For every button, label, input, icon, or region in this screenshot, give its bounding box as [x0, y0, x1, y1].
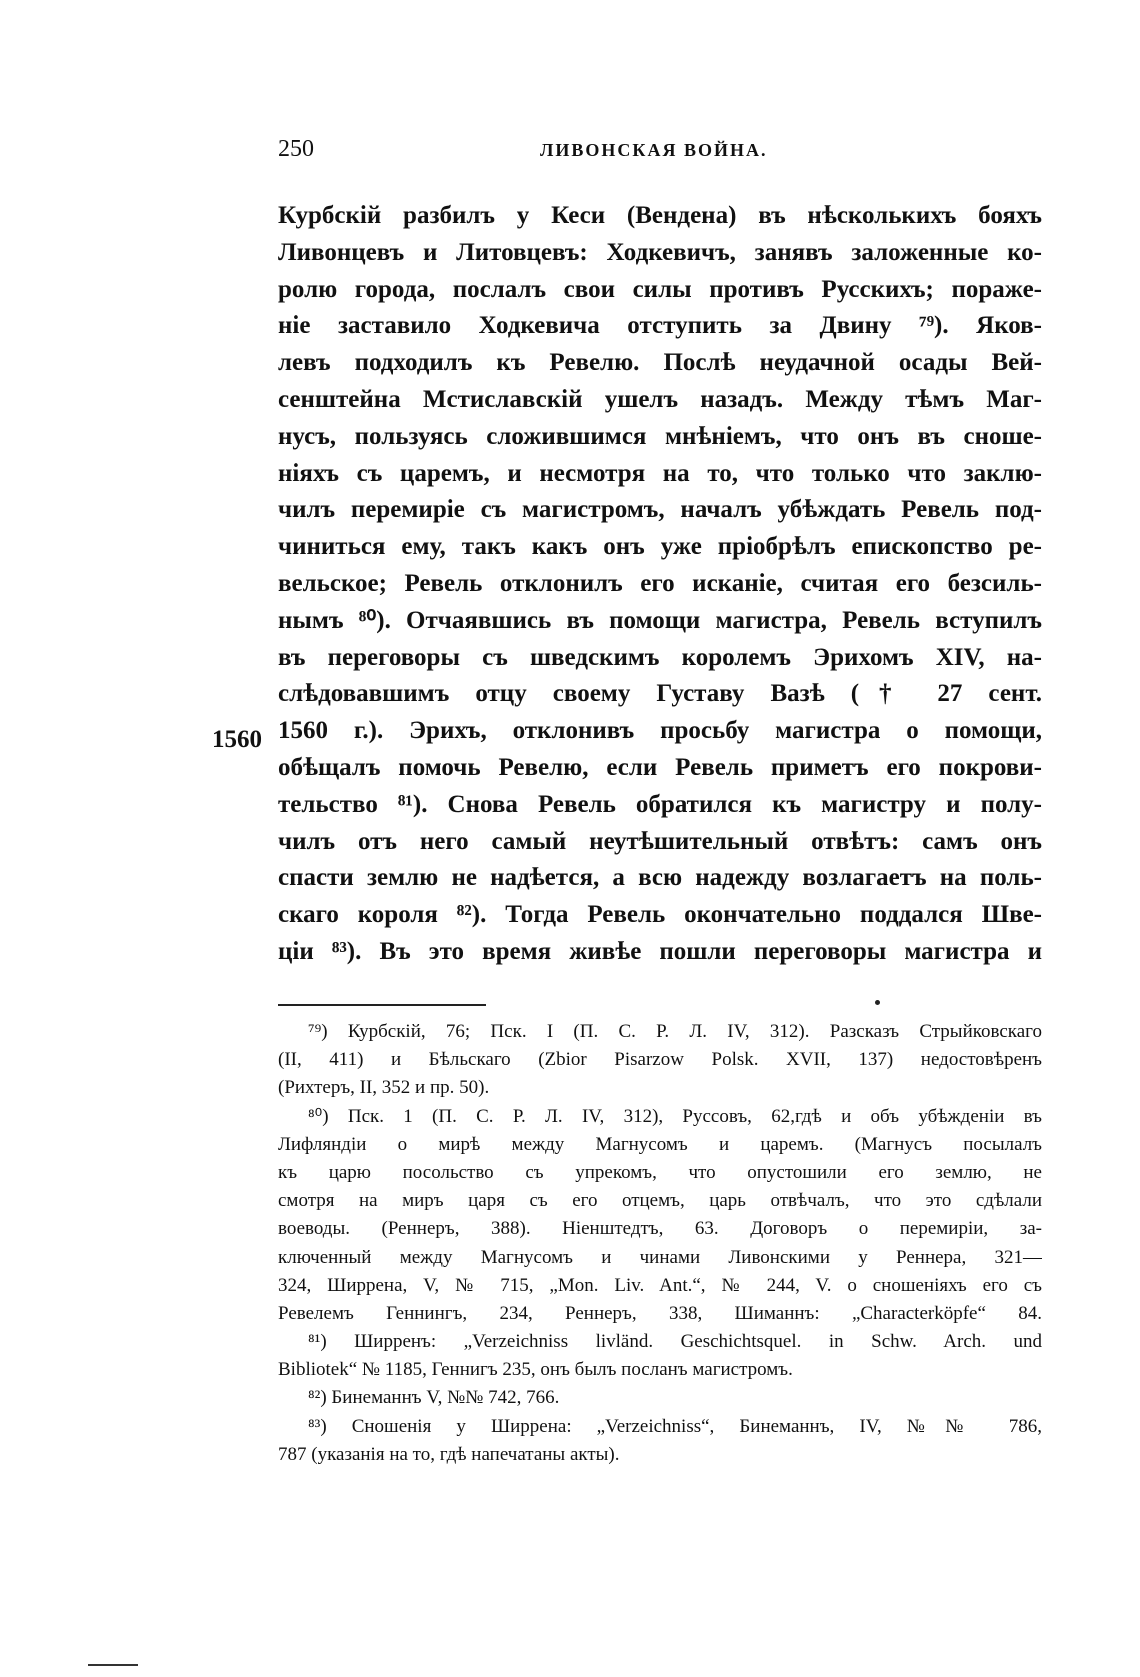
body-line: скаго короля ⁸²). Тогда Ревель окончательно поддался Шве- [278, 901, 1042, 929]
footnote-line: ⁸³) Сношенія у Ширрена: „Verzeichniss“, Бинеманнъ, IV, №№ 786, [308, 1415, 1042, 1437]
body-line: нымъ ⁸⁰). Отчаявшись въ помощи магистра, Ревель вступилъ [278, 606, 1042, 634]
body-line: ніе заставило Ходкевича отступить за Двину ⁷⁹). Яков- [278, 312, 1042, 340]
scan-edge-mark [88, 1664, 138, 1666]
body-line: слѣдовавшимъ отцу своему Густаву Вазѣ († 27 сент. [278, 680, 1042, 708]
print-speck [875, 1000, 880, 1005]
body-line: сенштейна Мстиславскій ушелъ назадъ. Между тѣмъ Маг- [278, 385, 1042, 413]
footnote-line: Bibliotek“ № 1185, Геннигъ 235, онъ былъ посланъ магистромъ. [278, 1359, 793, 1381]
body-line: чиниться ему, такъ какъ онъ уже пріобрѣлъ епископство ре- [278, 533, 1042, 561]
body-text [278, 198, 1042, 971]
body-line: ролю города, послалъ свои силы противъ Русскихъ; пораже- [278, 275, 1042, 303]
footnote-line: Ревелемъ Геннингъ, 234, Реннеръ, 338, Шиманнъ: „Characterköpfe“ 84. [278, 1302, 1042, 1324]
footnote-line: ⁸²) Бинеманнъ V, №№ 742, 766. [308, 1387, 560, 1409]
page-header [278, 136, 1042, 172]
body-line: чилъ отъ него самый неутѣшительный отвѣтъ: самъ онъ [278, 827, 1042, 855]
page-number: 250 [278, 136, 314, 162]
body-line: левъ подходилъ къ Ревелю. Послѣ неудачной осады Вей- [278, 349, 1042, 377]
footnote-line: смотря на миръ царя съ его отцемъ, царь отвѣчалъ, что это сдѣлали [278, 1190, 1042, 1212]
footnote-line: ключенный между Магнусомъ и чинами Ливонскими у Реннера, 321— [278, 1246, 1042, 1268]
footnote-line: 787 (указанія на то, гдѣ напечатаны акты). [278, 1443, 620, 1465]
body-line: спасти землю не надѣется, а всю надежду возлагаетъ на поль- [278, 864, 1042, 892]
margin-year-note: 1560 [212, 726, 262, 753]
footnote-line: ⁸⁰) Пск. 1 (П. С. Р. Л. IV, 312), Руссовъ, 62,гдѣ и объ убѣжденіи въ [308, 1105, 1042, 1127]
footnote-line: Лифляндіи о мирѣ между Магнусомъ и царемъ. (Магнусъ посылалъ [278, 1133, 1042, 1155]
footnote-line: ⁷⁹) Курбскій, 76; Пск. I (П. С. Р. Л. IV, 312). Разсказъ Стрыйковскаго [308, 1021, 1042, 1042]
footnote-line: ⁸¹) Ширренъ: „Verzeichniss livländ. Geschichtsquel. in Schw. Arch. und [308, 1331, 1042, 1353]
body-line: 1560 г.). Эрихъ, отклонивъ просьбу магистра о помощи, [278, 717, 1042, 745]
body-line: обѣщалъ помочь Ревелю, если Ревель приметъ его покрови- [278, 753, 1042, 781]
footnote-divider [278, 1004, 486, 1006]
body-line: въ переговоры съ шведскимъ королемъ Эрихомъ XIV, на- [278, 643, 1042, 671]
body-line: ніяхъ съ царемъ, и несмотря на то, что только что заклю- [278, 459, 1042, 487]
running-title: ЛИВОНСКАЯ ВОЙНА. [540, 140, 768, 160]
body-line: тельство ⁸¹). Снова Ревель обратился къ магистру и полу- [278, 790, 1042, 818]
body-line: чилъ перемиріе съ магистромъ, началъ убѣждать Ревель под- [278, 496, 1042, 524]
footnote-line: воеводы. (Реннеръ, 388). Ніенштедтъ, 63. Договоръ о перемиріи, за- [278, 1218, 1042, 1240]
footnotes [278, 1018, 1042, 1469]
body-line: нусъ, пользуясь сложившимся мнѣніемъ, что онъ въ сноше- [278, 422, 1042, 450]
body-line: ціи ⁸³). Въ это время живѣе пошли переговоры магистра и [278, 937, 1042, 965]
body-line: вельское; Ревель отклонилъ его исканіе, считая его безсиль- [278, 569, 1042, 597]
body-line: Курбскій разбилъ у Кеси (Вендена) въ нѣсколькихъ бояхъ [278, 202, 1042, 229]
footnote-line: (II, 411) и Бѣльскаго (Zbior Pisarzow Polsk. XVII, 137) недостовѣренъ [278, 1049, 1042, 1071]
footnote-line: 324, Ширрена, V, № 715, „Mon. Liv. Ant.“, № 244, V. о сношеніяхъ его съ [278, 1274, 1042, 1296]
footnote-line: къ царю посольство съ упрекомъ, что опустошили его землю, не [278, 1161, 1042, 1183]
footnote-line: (Рихтеръ, II, 352 и пр. 50). [278, 1077, 490, 1099]
body-line: Ливонцевъ и Литовцевъ: Ходкевичъ, занявъ заложенные ко- [278, 238, 1042, 266]
